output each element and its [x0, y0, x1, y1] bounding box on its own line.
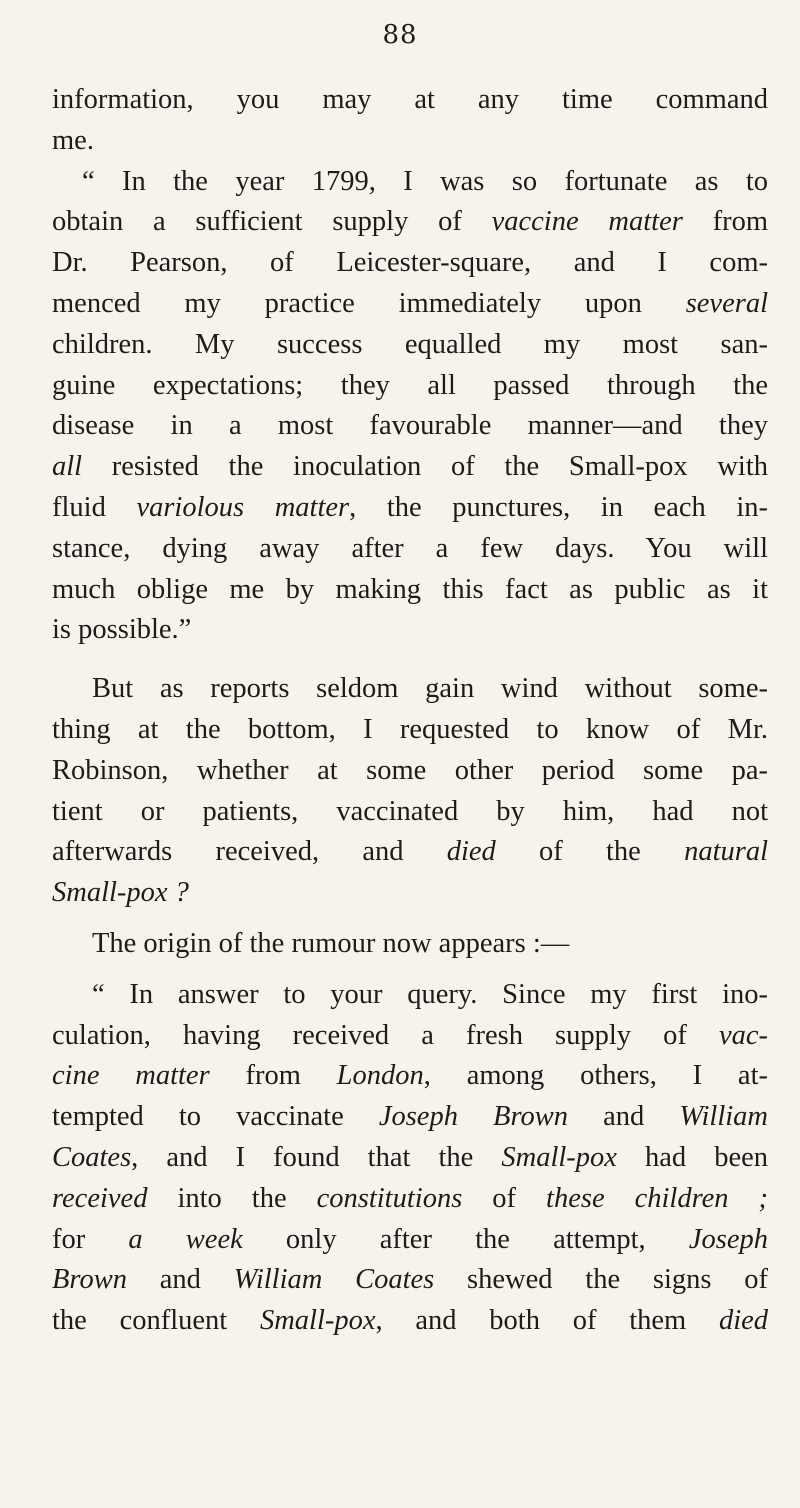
text-line [52, 669, 768, 710]
text-segment: of the [495, 836, 685, 868]
italic-text: vaccine matter [491, 206, 683, 238]
body-text [52, 80, 768, 1342]
text-segment: But as reports seldom gain wind without some- [92, 673, 768, 705]
text-line [52, 80, 768, 121]
text-segment: from [682, 206, 768, 238]
text-line [52, 406, 768, 447]
text-line [52, 832, 768, 873]
italic-text: a week [128, 1223, 243, 1255]
paragraph [52, 162, 768, 652]
text-segment: culation, having received a fresh supply of [52, 1019, 719, 1051]
text-segment: Robinson, whether at some other period some pa- [52, 754, 768, 786]
text-segment: The origin of the rumour now appears :— [92, 927, 570, 959]
text-line [52, 325, 768, 366]
text-segment: afterwards received, and [52, 836, 447, 868]
text-segment: “ In the year 1799, I was so fortunate as to [82, 165, 768, 197]
text-segment: disease in a most favourable manner—and they [52, 410, 768, 442]
italic-text: these children ; [546, 1182, 768, 1214]
italic-text: London [336, 1060, 424, 1092]
italic-text: constitutions [316, 1182, 463, 1214]
italic-text: Small-pox [259, 1305, 376, 1337]
paragraph-gap [52, 914, 768, 924]
text-segment: of [462, 1182, 547, 1214]
page-number: 88 [382, 20, 418, 50]
italic-text: William [679, 1101, 768, 1133]
text-segment: from [209, 1060, 337, 1092]
text-segment: fluid [52, 491, 137, 523]
italic-text: cine matter [52, 1060, 210, 1092]
text-segment: information, you may at any time command [52, 84, 768, 115]
text-segment: , and both of them [375, 1305, 719, 1337]
text-line [52, 610, 768, 651]
text-line [52, 202, 768, 243]
paragraph [52, 669, 768, 914]
text-segment: into the [147, 1182, 317, 1214]
paragraph [52, 80, 768, 162]
text-segment: , and I found that the [131, 1141, 502, 1173]
text-line [52, 1016, 768, 1057]
text-segment: , among others, I at- [423, 1060, 768, 1092]
paragraph [52, 975, 768, 1342]
italic-text: died [446, 836, 496, 868]
italic-text: Joseph Brown [378, 1101, 568, 1133]
italic-text: died [718, 1305, 768, 1337]
text-segment: and [568, 1101, 680, 1133]
text-segment: had been [616, 1141, 768, 1173]
text-line [52, 1179, 768, 1220]
italic-text: Small-pox ? [52, 877, 189, 909]
italic-text: all [52, 451, 83, 483]
italic-text: vac- [718, 1019, 768, 1051]
text-line [52, 570, 768, 611]
text-line [52, 162, 768, 203]
text-line [52, 121, 768, 162]
text-segment: Dr. Pearson, of Leicester-square, and I com- [52, 247, 768, 279]
text-line [52, 1138, 768, 1179]
text-line [52, 1220, 768, 1261]
text-line [52, 924, 768, 965]
paragraph-gap [52, 965, 768, 975]
text-line [52, 529, 768, 570]
text-segment: and [126, 1264, 234, 1296]
italic-text: received [52, 1182, 148, 1214]
text-segment: menced my practice immediately upon [52, 287, 686, 319]
italic-text: Coates [52, 1141, 132, 1173]
text-segment: , the punctures, in each in- [349, 491, 768, 523]
text-line [52, 1301, 768, 1342]
text-segment: the confluent [52, 1305, 260, 1337]
text-segment: “ In answer to your query. Since my first ino- [92, 978, 768, 1010]
italic-text: natural [684, 836, 768, 868]
text-segment: me. [52, 124, 94, 156]
text-line [52, 447, 768, 488]
text-segment: for [52, 1223, 129, 1255]
italic-text: William Coates [233, 1264, 435, 1296]
text-segment: tempted to vaccinate [52, 1101, 379, 1133]
text-line [52, 243, 768, 284]
text-line [52, 366, 768, 407]
text-line [52, 284, 768, 325]
text-segment: shewed the signs of [434, 1264, 768, 1296]
text-line [52, 751, 768, 792]
text-line [52, 873, 768, 914]
paragraph-gap [52, 651, 768, 669]
italic-text: variolous matter [136, 491, 350, 523]
italic-text: Joseph [688, 1223, 768, 1255]
text-segment: children. My success equalled my most san- [52, 328, 768, 360]
text-line [52, 488, 768, 529]
text-segment: thing at the bottom, I requested to know of Mr. [52, 713, 768, 745]
text-segment: stance, dying away after a few days. You will [52, 532, 768, 564]
text-line [52, 1097, 768, 1138]
text-segment: only after the attempt, [242, 1223, 689, 1255]
italic-text: Brown [52, 1264, 127, 1296]
text-segment: resisted the inoculation of the Small-pox with [82, 451, 768, 483]
text-segment: obtain a sufficient supply of [52, 206, 492, 238]
text-segment: is possible.” [52, 614, 192, 646]
paragraph [52, 924, 768, 965]
text-line [52, 1260, 768, 1301]
text-segment: tient or patients, vaccinated by him, had not [52, 795, 768, 827]
text-segment: much oblige me by making this fact as public as it [52, 573, 768, 605]
text-segment: guine expectations; they all passed through the [52, 369, 768, 401]
italic-text: Small-pox [501, 1141, 617, 1173]
text-line [52, 1056, 768, 1097]
italic-text: several [685, 287, 768, 319]
text-line [52, 792, 768, 833]
text-line [52, 710, 768, 751]
text-line [52, 975, 768, 1016]
